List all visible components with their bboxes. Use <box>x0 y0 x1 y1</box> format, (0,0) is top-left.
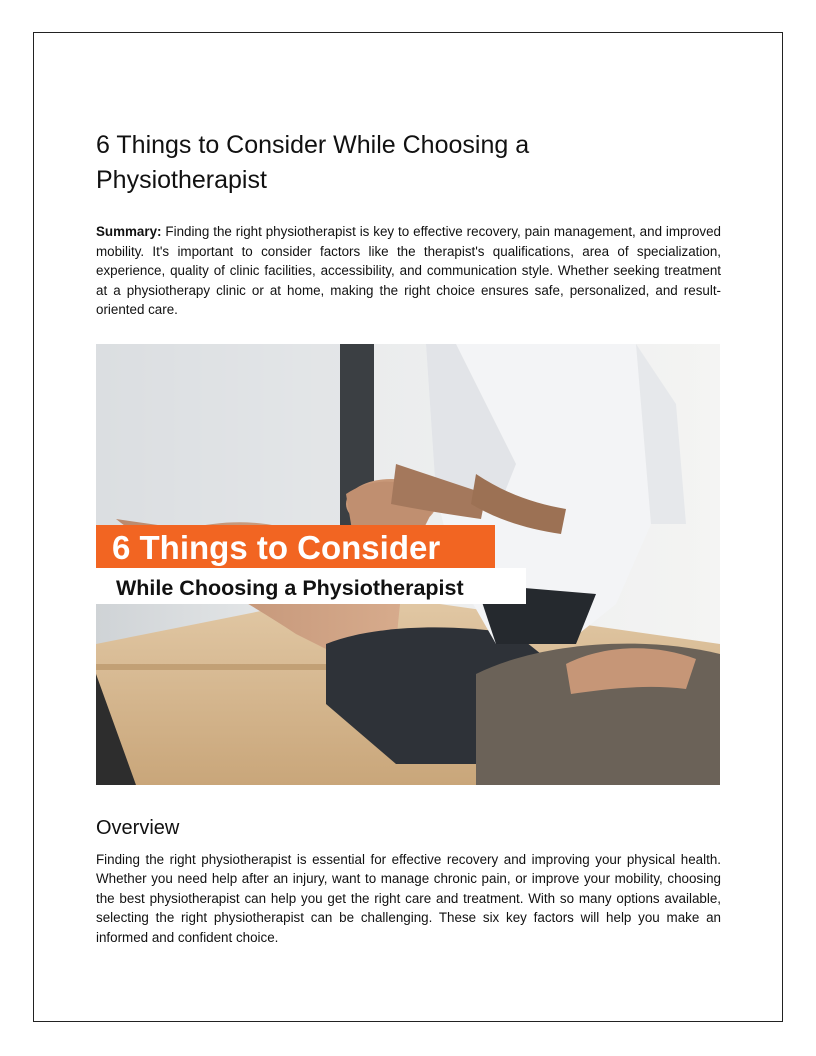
document-title: 6 Things to Consider While Choosing a Physiotherapist <box>96 131 530 194</box>
hero-image <box>96 344 720 785</box>
overview-heading: Overview <box>96 817 180 839</box>
summary-paragraph <box>96 222 721 320</box>
banner-line1: 6 Things to Consider <box>112 529 441 566</box>
overview-paragraph: Finding the right physiotherapist is essential for effective recovery and improving your physical health. Whether you need help after an injury, want to manage chronic pain, or improve your mobility, choosing the best physiotherapist can help you get the right care and treatment. With so many options available, selecting the right physiotherapist can be challenging. These six key factors will help you make an informed and confident choice. <box>96 852 721 945</box>
banner-line2: While Choosing a Physiotherapist <box>116 576 464 600</box>
summary-text: Finding the right physiotherapist is key to effective recovery, pain management, and improved mobility. It's important to consider factors like the therapist's qualifications, area of specialization, experience, quality of clinic facilities, accessibility, and communication style. Whether seeking treatment at a physiotherapy clinic or at home, making the right choice ensures safe, personalized, and result-oriented care. <box>96 224 721 318</box>
summary-label: Summary: <box>96 224 162 239</box>
